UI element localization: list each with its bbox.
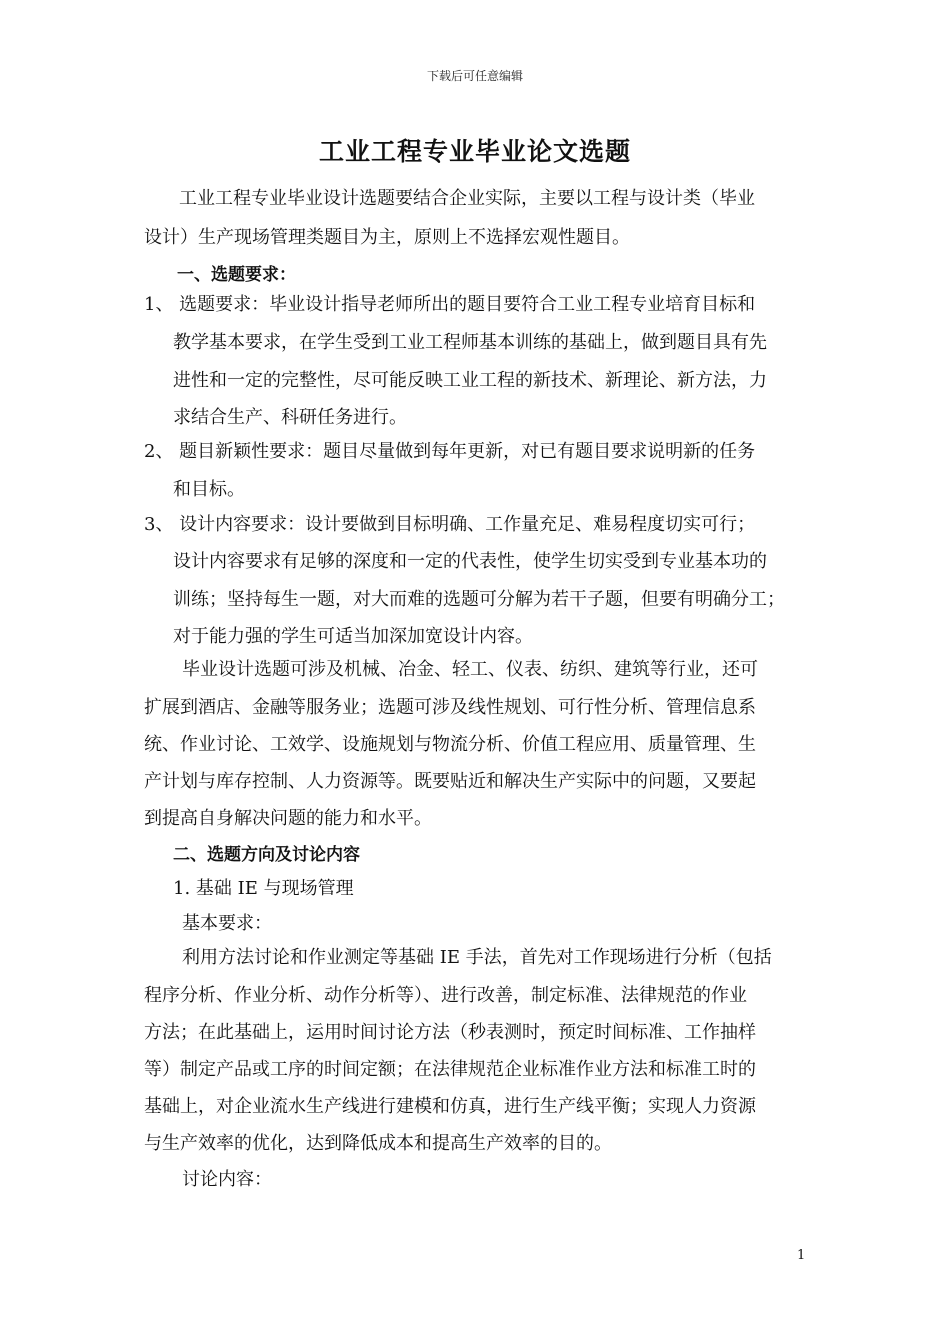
- paragraph-line: 毕业设计选题可涉及机械、冶金、轻工、仪表、纺织、建筑等行业，还可: [182, 659, 758, 680]
- document-title: 工业工程专业毕业论文选题: [318, 137, 631, 166]
- paragraph-line: 讨论内容：: [182, 1169, 272, 1190]
- paragraph-line: 基本要求：: [182, 913, 272, 934]
- list-item: 3、 设计内容要求：设计要做到目标明确、工作量充足、难易程度切实可行；: [144, 514, 756, 535]
- paragraph-line: 和目标。: [173, 479, 245, 500]
- page-number: 1: [797, 1248, 806, 1263]
- paragraph-line: 统、作业讨论、工效学、设施规划与物流分析、价值工程应用、质量管理、生: [144, 734, 756, 755]
- paragraph-line: 求结合生产、科研任务进行。: [173, 407, 407, 428]
- paragraph-line: 程序分析、作业分析、动作分析等）、进行改善，制定标准、法律规范的作业: [144, 985, 747, 1006]
- paragraph-line: 进性和一定的完整性，尽可能反映工业工程的新技术、新理论、新方法，力: [173, 370, 767, 391]
- paragraph-line: 教学基本要求，在学生受到工业工程师基本训练的基础上，做到题目具有先: [173, 332, 767, 353]
- paragraph-line: 产计划与库存控制、人力资源等。既要贴近和解决生产实际中的问题，又要起: [144, 771, 756, 792]
- list-item: 1、 选题要求：毕业设计指导老师所出的题目要符合工业工程专业培育目标和: [144, 294, 756, 315]
- list-item: 2、 题目新颖性要求：题目尽量做到每年更新，对已有题目要求说明新的任务: [144, 441, 756, 462]
- paragraph-line: 设计）生产现场管理类题目为主，原则上不选择宏观性题目。: [144, 227, 630, 248]
- paragraph-line: 到提高自身解决问题的能力和水平。: [144, 808, 432, 829]
- paragraph-line: 等）制定产品或工序的时间定额；在法律规范企业标准作业方法和标准工时的: [144, 1059, 756, 1080]
- page-header-note: 下载后可任意编辑: [426, 69, 523, 83]
- paragraph-line: 方法；在此基础上，运用时间讨论方法（秒表测时，预定时间标准、工作抽样: [144, 1022, 756, 1043]
- subsection-heading: 1. 基础 IE 与现场管理: [173, 878, 354, 899]
- paragraph-line: 工业工程专业毕业设计选题要结合企业实际，主要以工程与设计类（毕业: [179, 188, 755, 209]
- paragraph-line: 利用方法讨论和作业测定等基础 IE 手法，首先对工作现场进行分析（包括: [182, 947, 772, 968]
- section-heading: 二、选题方向及讨论内容: [173, 845, 360, 865]
- paragraph-line: 基础上，对企业流水生产线进行建模和仿真，进行生产线平衡；实现人力资源: [144, 1096, 756, 1117]
- paragraph-line: 对于能力强的学生可适当加深加宽设计内容。: [173, 626, 533, 647]
- paragraph-line: 训练；坚持每生一题，对大而难的选题可分解为若干子题，但要有明确分工；: [173, 589, 785, 610]
- section-heading: 一、选题要求：: [177, 265, 296, 285]
- paragraph-line: 设计内容要求有足够的深度和一定的代表性，使学生切实受到专业基本功的: [173, 551, 767, 572]
- paragraph-line: 扩展到酒店、金融等服务业；选题可涉及线性规划、可行性分析、管理信息系: [144, 697, 756, 718]
- paragraph-line: 与生产效率的优化，达到降低成本和提高生产效率的目的。: [144, 1133, 612, 1154]
